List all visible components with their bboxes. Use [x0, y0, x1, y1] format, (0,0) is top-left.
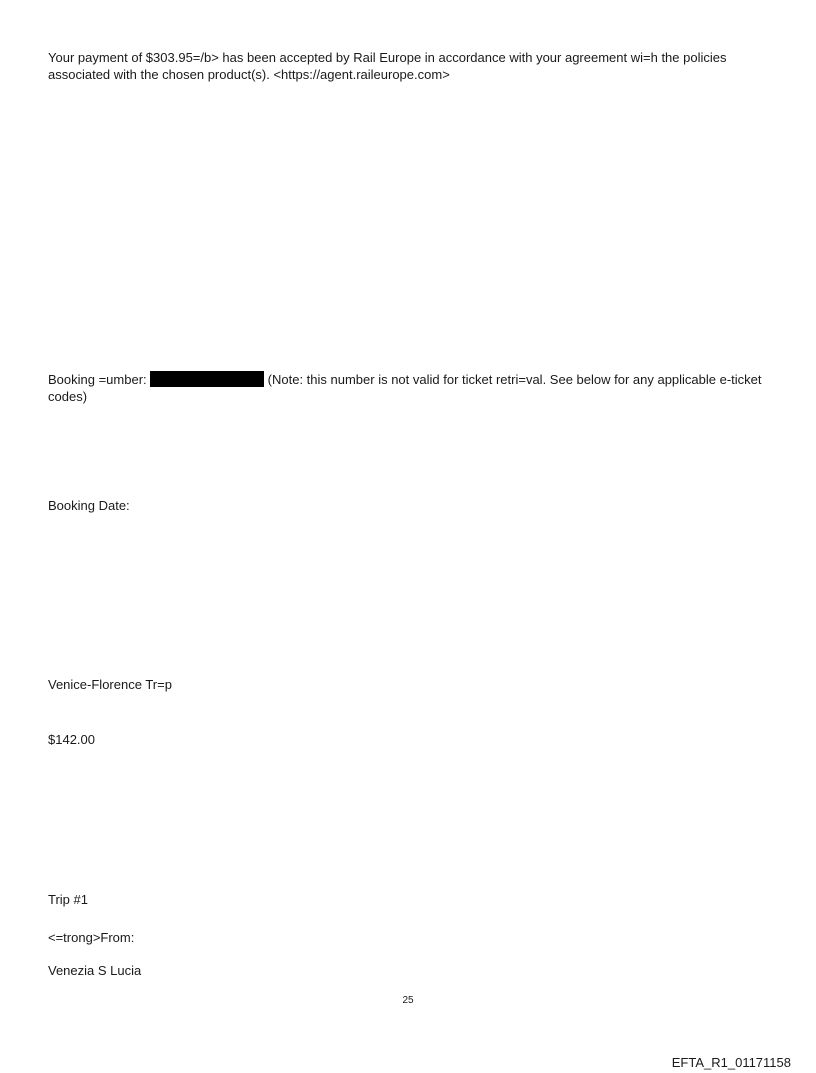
document-id: EFTA_R1_01171158	[671, 1055, 791, 1070]
booking-number-note: (Note: this number is not valid for ticket retri=val. See below for any applicable e-ticket codes)	[48, 372, 766, 404]
payment-confirmation-text: Your payment of $303.95=/b> has been accepted by Rail Europe in accordance with your agreement wi=h the policies associated with the chosen product(s). <https://agent.raileurope.com>	[48, 50, 731, 82]
booking-number-label: Booking =umber:	[48, 372, 147, 387]
booking-number-line	[48, 371, 768, 405]
from-label: <=trong>From:	[48, 930, 135, 945]
booking-date-label: Booking Date:	[48, 498, 130, 513]
from-station: Venezia S Lucia	[48, 963, 142, 978]
trip-title: Venice-Florence Tr=p	[48, 677, 172, 692]
page-number: 25	[402, 995, 414, 1006]
trip-price: $142.00	[48, 732, 95, 747]
redaction-block	[150, 371, 264, 387]
trip-number: Trip #1	[48, 892, 88, 907]
